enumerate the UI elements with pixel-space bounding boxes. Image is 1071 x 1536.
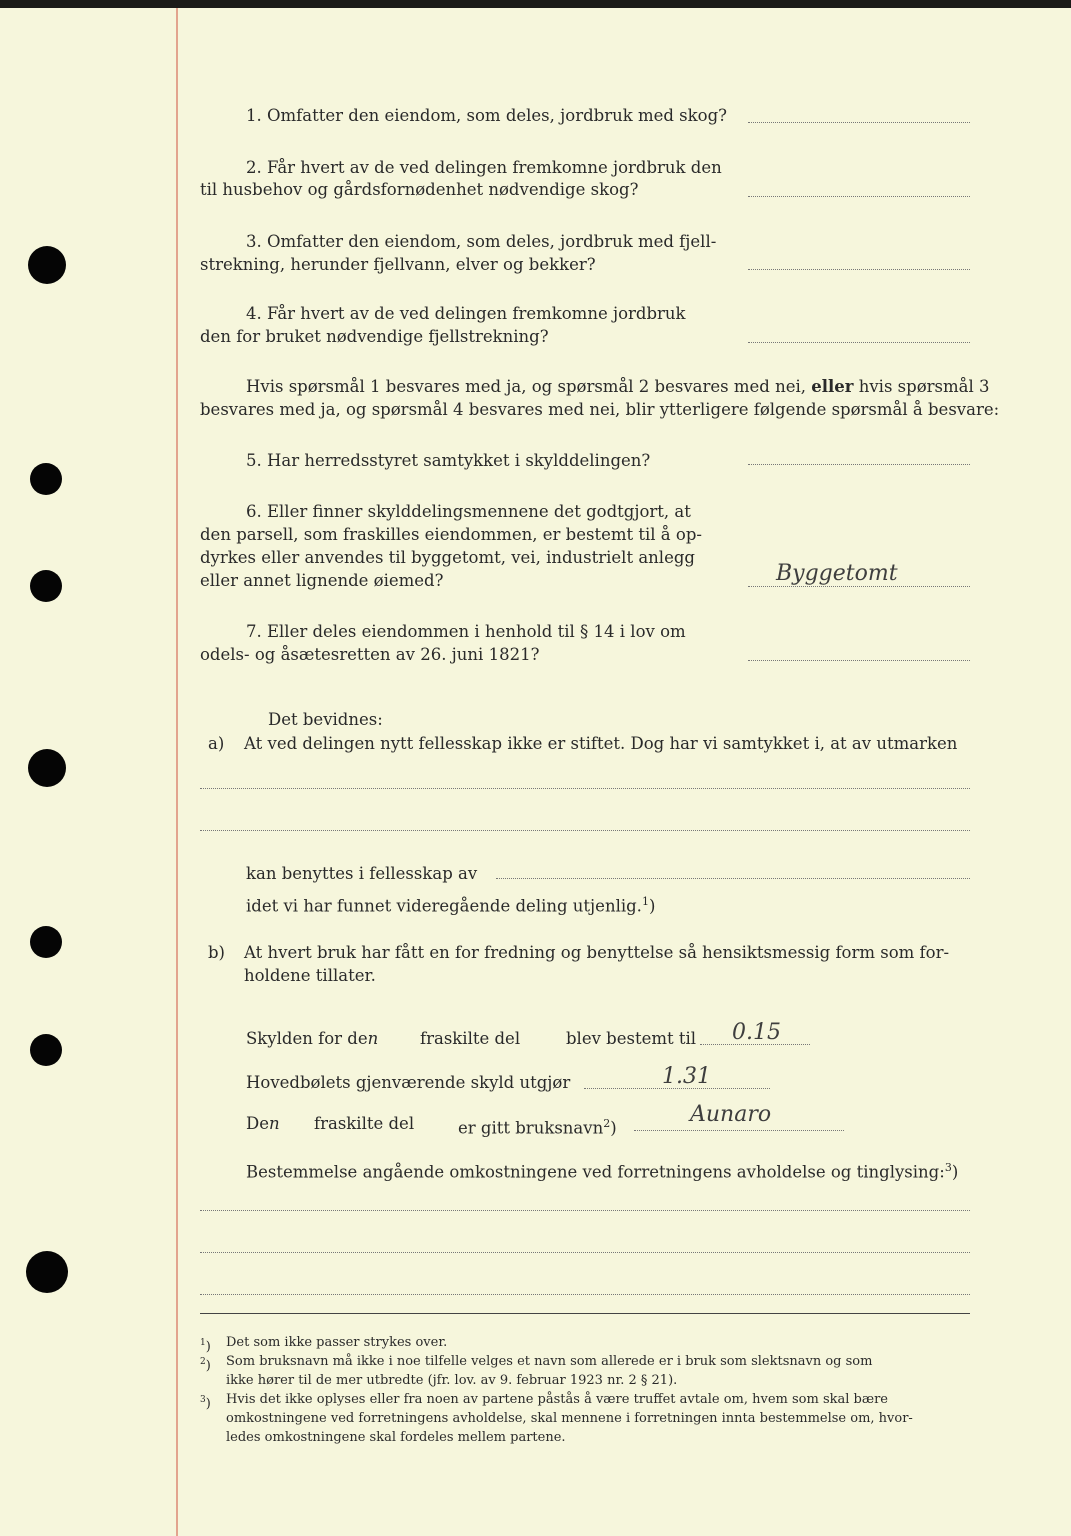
punch-hole xyxy=(30,926,62,958)
certify-b-line-1: At hvert bruk har fått en for fredning og benyttelse så hensiktsmessig form som for- xyxy=(244,943,950,962)
hoved-label: Hovedbølets gjenværende skyld utgjør xyxy=(246,1073,571,1092)
certify-b-line-2: holdene tillater. xyxy=(244,966,376,985)
question-7-line-2: odels- og åsætesretten av 26. juni 1821? xyxy=(200,645,540,664)
margin-line xyxy=(176,8,178,1536)
answer-line-2 xyxy=(748,196,970,197)
navn-label-a: Den xyxy=(246,1114,280,1133)
footnote-2-line-1: Som bruksnavn må ikke i noe tilfelle velges et navn som allerede er i bruk som slektsnavn og som xyxy=(226,1354,873,1369)
instruction-line-2: besvares med ja, og spørsmål 4 besvares med nei, blir ytterligere følgende spørsmål å besvare: xyxy=(200,400,1000,419)
blank-line xyxy=(200,1210,970,1211)
skyld-label-a: Skylden for den xyxy=(246,1029,379,1048)
blank-line xyxy=(200,788,970,789)
footnote-3-line-3: ledes omkostningene skal fordeles mellem partene. xyxy=(226,1430,566,1445)
common-use-line xyxy=(496,878,970,879)
skyld-value: 0.15 xyxy=(732,1020,781,1045)
certify-a-label: a) xyxy=(208,734,225,753)
navn-value: Aunaro xyxy=(690,1102,772,1127)
common-use-label: kan benyttes i fellesskap av xyxy=(246,864,478,883)
footnote-1-mark: $^1$) xyxy=(200,1338,211,1355)
question-3-line-2: strekning, herunder fjellvann, elver og bekker? xyxy=(200,255,596,274)
footnote-3-line-2: omkostningene ved forretningens avholdelse, skal mennene i forretningen innta bestemmelse om, hvor- xyxy=(226,1411,913,1426)
answer-line-6 xyxy=(748,586,970,587)
footnote-1-line-1: Det som ikke passer strykes over. xyxy=(226,1335,448,1350)
answer-line-5 xyxy=(748,464,970,465)
certify-b-label: b) xyxy=(208,943,225,962)
question-6-line-2: den parsell, som fraskilles eiendommen, er bestemt til å op- xyxy=(200,525,702,544)
question-7-line-1: 7. Eller deles eiendommen i henhold til § 14 i lov om xyxy=(246,622,686,641)
hoved-value: 1.31 xyxy=(662,1064,711,1089)
blank-line xyxy=(200,1294,970,1295)
answer-line-1 xyxy=(748,122,970,123)
punch-hole xyxy=(28,246,66,284)
question-2-line-2: til husbehov og gårdsfornødenhet nødvendige skog? xyxy=(200,180,639,199)
question-3-line-1: 3. Omfatter den eiendom, som deles, jordbruk med fjell- xyxy=(246,232,717,251)
footnote-3-line-1: Hvis det ikke oplyses eller fra noen av partene påstås å være truffet avtale om, hvem som skal bære xyxy=(226,1392,888,1407)
question-4-line-2: den for bruket nødvendige fjellstrekning? xyxy=(200,327,549,346)
question-6-line-3: dyrkes eller anvendes til byggetomt, vei, industrielt anlegg xyxy=(200,548,695,567)
question-2-line-1: 2. Får hvert av de ved delingen fremkomne jordbruk den xyxy=(246,158,722,177)
instruction-line-1: Hvis spørsmål 1 besvares med ja, og spørsmål 2 besvares med nei, eller hvis spørsmål 3 xyxy=(246,377,990,396)
skyld-label-b: fraskilte del xyxy=(420,1029,521,1048)
navn-label-b: fraskilte del xyxy=(314,1114,415,1133)
answer-line-3 xyxy=(748,269,970,270)
footnote-3-mark: $^3$) xyxy=(200,1395,211,1412)
question-6-line-4: eller annet lignende øiemed? xyxy=(200,571,444,590)
question-1: 1. Omfatter den eiendom, som deles, jordbruk med skog? xyxy=(246,106,727,125)
punch-hole xyxy=(30,463,62,495)
found-text: idet vi har funnet videregående deling utjenlig.$^1$) xyxy=(246,895,656,916)
blank-line xyxy=(200,830,970,831)
punch-hole xyxy=(28,749,66,787)
punch-hole xyxy=(26,1251,68,1293)
question-4-line-1: 4. Får hvert av de ved delingen fremkomne jordbruk xyxy=(246,304,686,323)
answer-line-4 xyxy=(748,342,970,343)
question-5: 5. Har herredsstyret samtykket i skylddelingen? xyxy=(246,451,651,470)
punch-hole xyxy=(30,1034,62,1066)
footnote-2-line-2: ikke hører til de mer utbredte (jfr. lov. av 9. februar 1923 nr. 2 § 21). xyxy=(226,1373,678,1388)
handwritten-answer-6: Byggetomt xyxy=(776,561,898,586)
blank-line xyxy=(200,1252,970,1253)
certify-heading: Det bevidnes: xyxy=(268,710,383,729)
navn-label-c: er gitt bruksnavn$^2$) xyxy=(458,1117,617,1138)
answer-line-7 xyxy=(748,660,970,661)
certify-a-text: At ved delingen nytt fellesskap ikke er stiftet. Dog har vi samtykket i, at av utmarken xyxy=(244,734,958,753)
navn-value-line xyxy=(634,1130,844,1131)
document-page xyxy=(0,8,1071,1536)
skyld-label-c: blev bestemt til xyxy=(566,1029,697,1048)
cost-label: Bestemmelse angående omkostningene ved forretningens avholdelse og tinglysing:$^3$) xyxy=(246,1161,959,1182)
question-6-line-1: 6. Eller finner skylddelingsmennene det godtgjort, at xyxy=(246,502,691,521)
footnote-2-mark: $^2$) xyxy=(200,1357,211,1374)
footnote-rule xyxy=(200,1313,970,1314)
punch-hole xyxy=(30,570,62,602)
